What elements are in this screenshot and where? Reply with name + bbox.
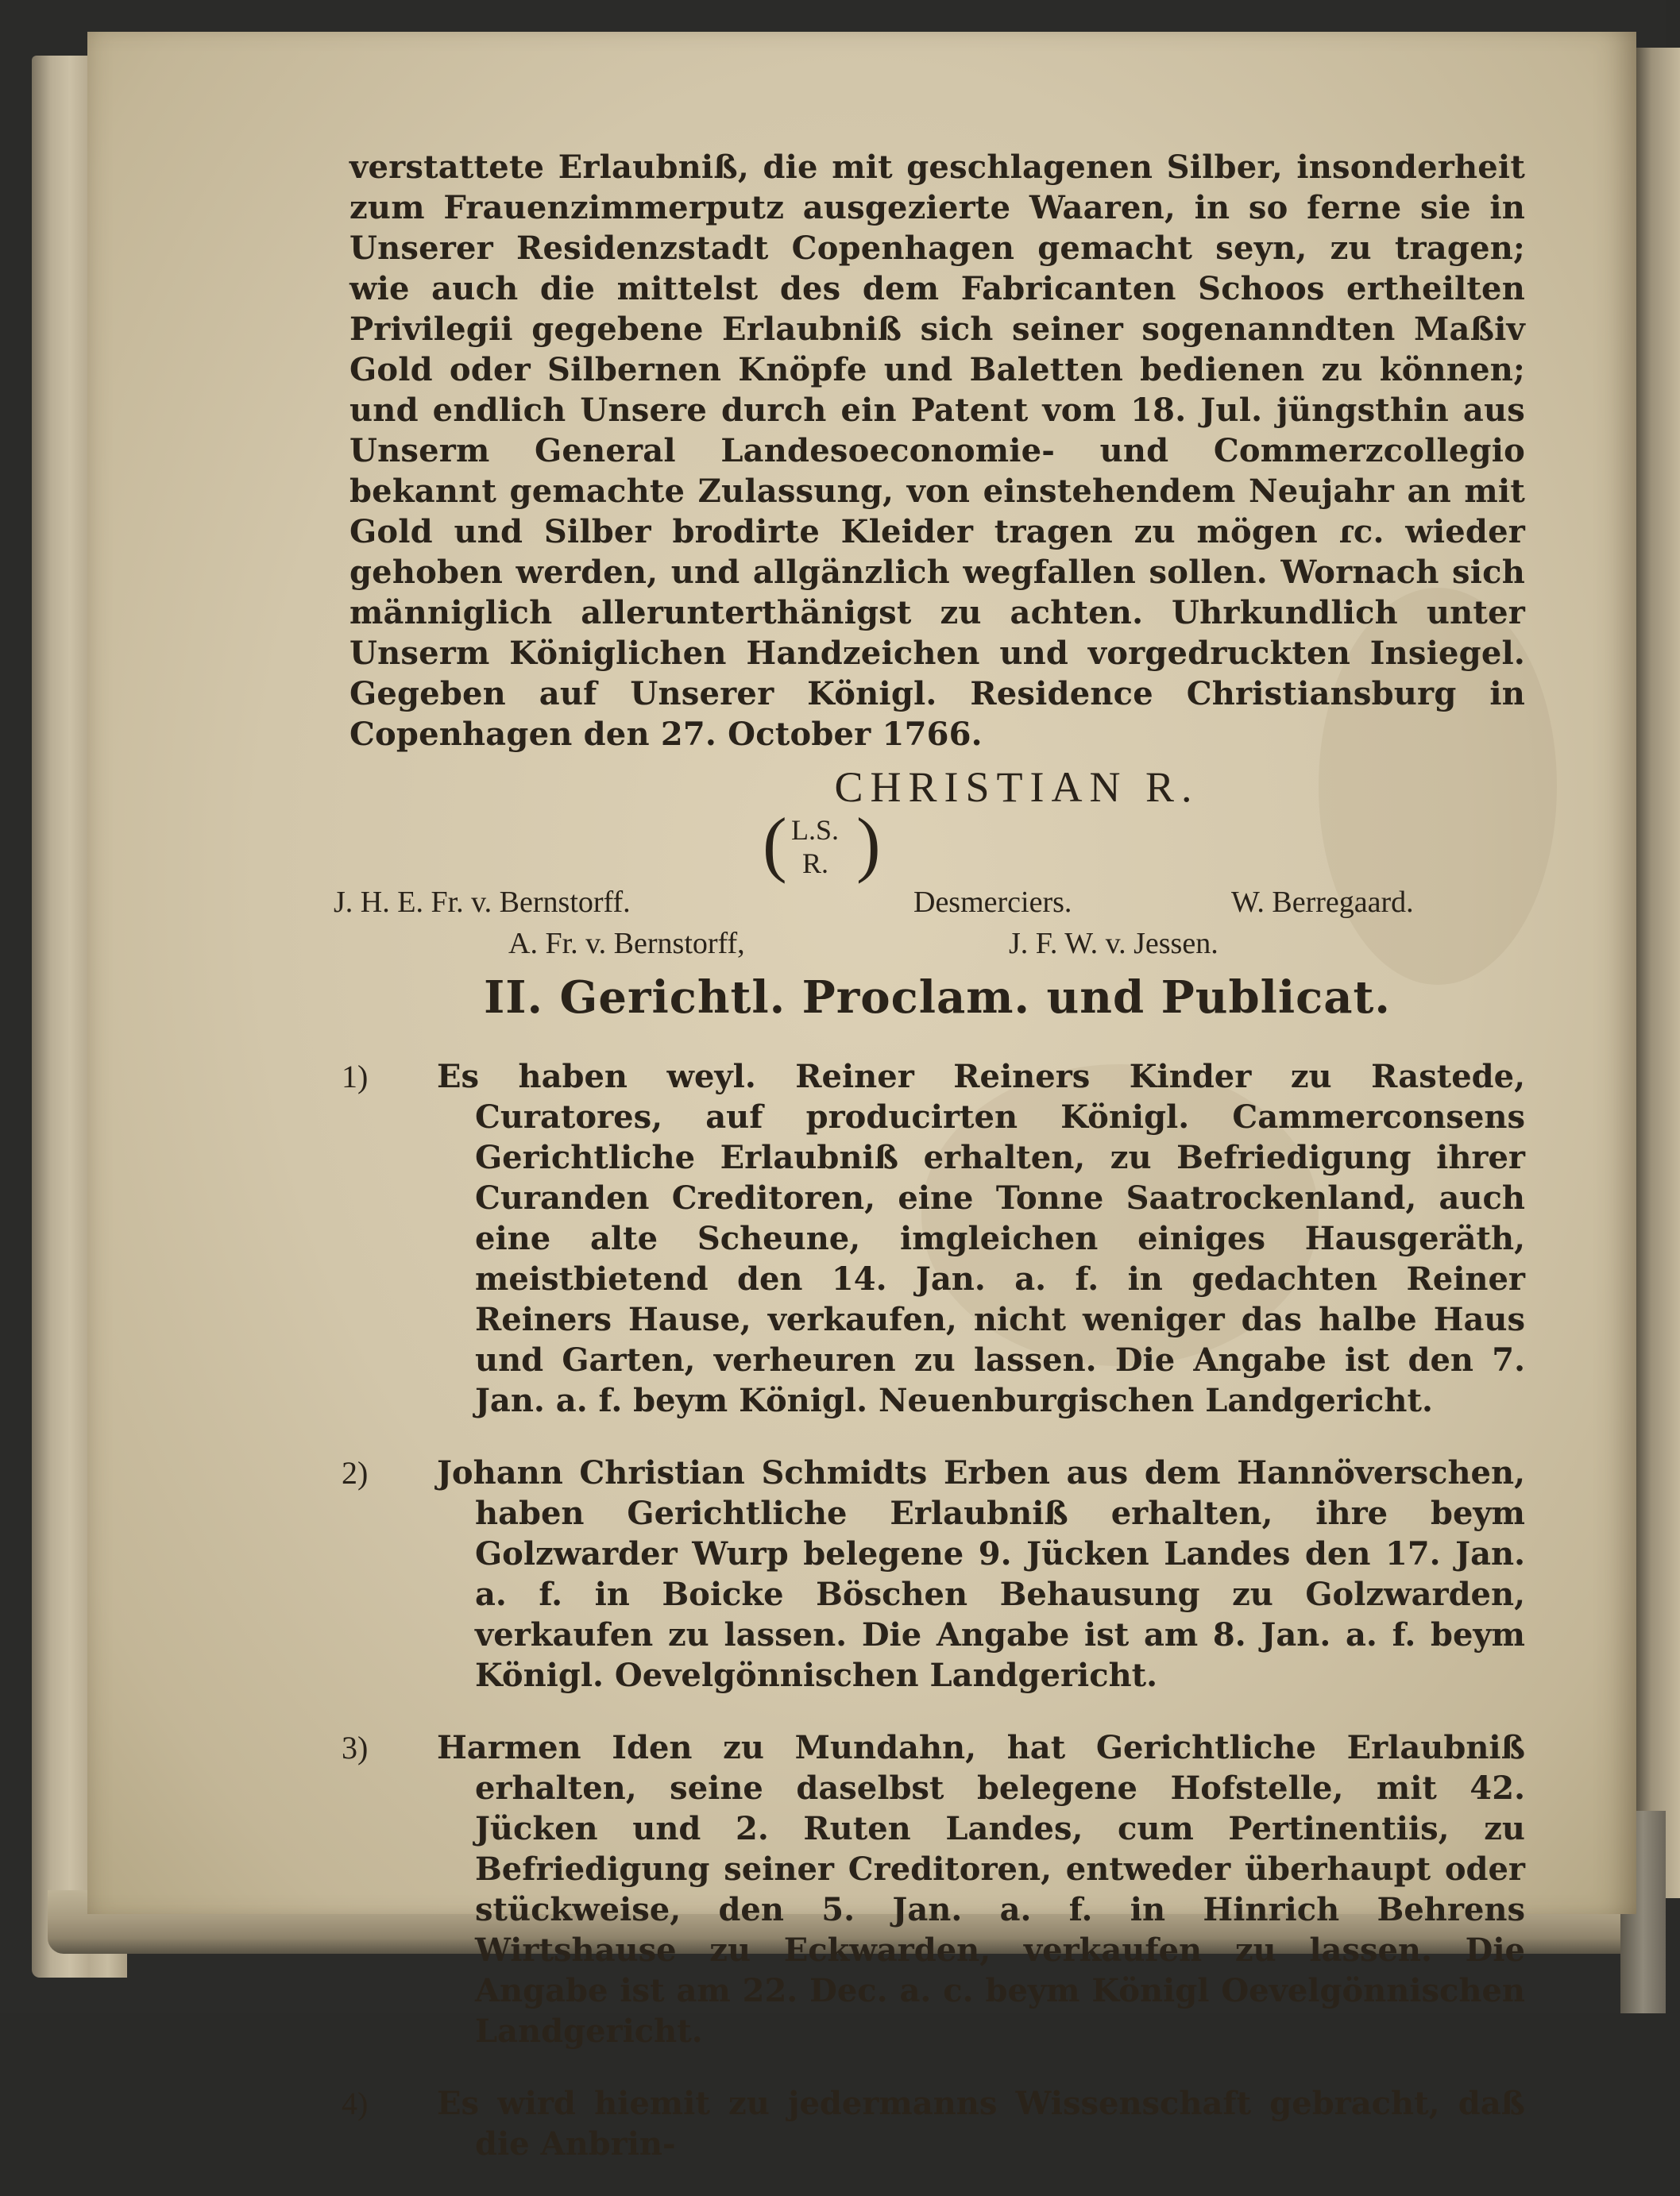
list-item	[342, 1453, 1525, 1696]
list-item	[342, 2083, 1525, 2164]
item-number: 3)	[342, 1730, 369, 1766]
signer-berregaard: W. Berregaard.	[1231, 886, 1414, 919]
item-text: Johann Christian Schmidts Erben aus dem Hannöverschen, haben Gerichtliche Erlaubniß erhalten, ihre beym Golzwarder Wurp belegene 9. Jücken Landes den 17. Jan. a. f. in Boicke Böschen Behausung zu Golzwarden, verkaufen zu lassen. Die Angabe ist am 8. Jan. a. f. beym Königl. Oevelgönnischen Landgericht.	[437, 1454, 1525, 1694]
decree-paragraph: verstattete Erlaubniß, die mit geschlagenen Silber, insonderheit zum Frauenzimmerputz ausgezierte Waaren, in so ferne sie in Unserer Residenzstadt Copenhagen gemacht seyn, zu tragen; wie auch die mittelst des dem Fabricanten Schoos ertheilten Privilegii gegebene Erlaubniß sich seiner sogenanndten Maßiv Gold oder Silbernen Knöpfe und Baletten bedienen zu können; und endlich Unsere durch ein Patent vom 18. Jul. jüngsthin aus Unserm General Landesoeconomie- und Commerzcollegio bekannt gemachte Zulassung, von einstehendem Neujahr an mit Gold und Silber brodirte Kleider tragen zu mögen ɾc. wieder gehoben werden, und allgänzlich wegfallen sollen. Wornach sich männiglich allerunterthänigst zu achten. Uhrkundlich unter Unserm Königlichen Handzeichen und vorgedruckten Insiegel. Gegeben auf Unserer Königl. Residence Christiansburg in Copenhagen den 27. October 1766.	[350, 149, 1525, 753]
signer-desmerciers: Desmerciers.	[913, 886, 1072, 919]
royal-signature: CHRISTIAN R.	[834, 763, 1199, 811]
item-number: 1)	[342, 1059, 369, 1094]
seal-left-bracket: (	[763, 803, 787, 884]
countersigners	[334, 885, 1525, 967]
seal-r: R.	[802, 847, 829, 879]
item-number: 2)	[342, 1455, 369, 1491]
list-item	[342, 1056, 1525, 1421]
item-text: Harmen Iden zu Mundahn, hat Gerichtliche Erlaubniß erhalten, seine daselbst belegene Hofstelle, mit 42. Jücken und 2. Ruten Landes, cum Pertinentiis, zu Befriedigung seiner Creditoren, entweder überhaupt oder stückweise, den 5. Jan. a. f. in Hinrich Behrens Wirtshause zu Eckwarden, verkaufen zu lassen. Die Angabe ist am 22. Dec. a. c. beym Königl Oevelgönnischen Landgericht.	[437, 1729, 1525, 2050]
section-heading: II. Gerichtl. Proclam. und Publicat.	[484, 971, 1391, 1024]
seal-ls: L.S.	[791, 814, 840, 846]
signer-bernstorff-jhe: J. H. E. Fr. v. Bernstorff.	[334, 886, 631, 919]
list-item	[342, 1727, 1525, 2051]
item-text: Es haben weyl. Reiner Reiners Kinder zu Rastede, Curatores, auf producirten Königl. Cammerconsens Gerichtliche Erlaubniß erhalten, zu Befriedigung ihrer Curanden Creditoren, eine Tonne Saatrockenland, auch eine alte Scheune, imgleichen einiges Hausgeräth, meistbietend den 14. Jan. a. f. in gedachten Reiner Reiners Hause, verkaufen, nicht weniger das halbe Haus und Garten, verheuren zu lassen. Die Angabe ist den 7. Jan. a. f. beym Königl. Neuenburgischen Landgericht.	[437, 1058, 1525, 1419]
signer-bernstorff-afr: A. Fr. v. Bernstorff,	[508, 927, 745, 960]
seal-right-bracket: )	[856, 803, 881, 884]
signer-jessen: J. F. W. v. Jessen.	[1009, 927, 1218, 960]
page-text-block	[334, 147, 1525, 2196]
seal-mark	[763, 803, 890, 885]
item-number: 4)	[342, 2086, 369, 2121]
item-text: Es wird hiemit zu jedermanns Wissenschaft gebracht, daß die Anbrin-	[437, 2085, 1525, 2163]
facing-page-edge	[1632, 48, 1680, 1898]
